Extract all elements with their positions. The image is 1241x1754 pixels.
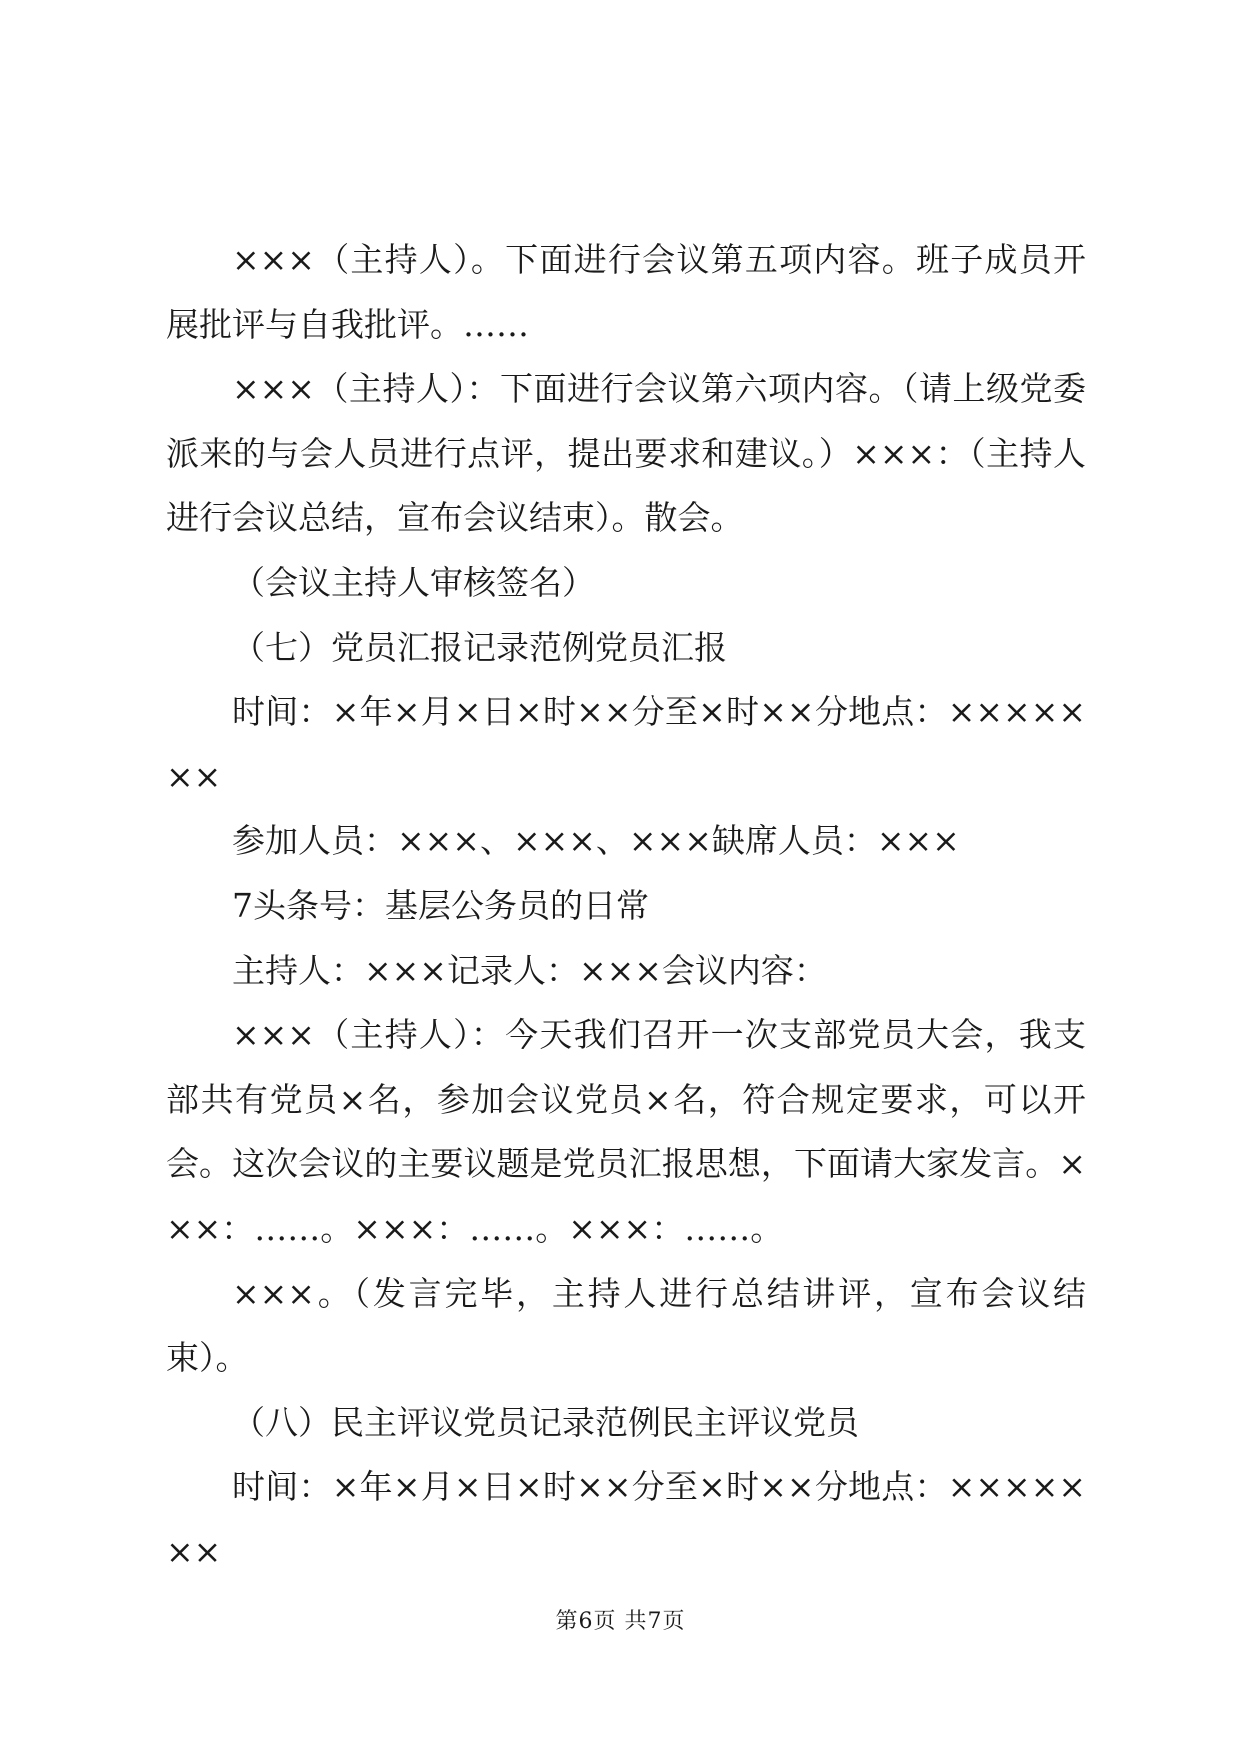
- section-heading-7: （七）党员汇报记录范例党员汇报: [232, 627, 727, 667]
- paragraph-time-location-1: 时间：×年×月×日×时××分至×时××分地点：×××××××: [166, 692, 1086, 796]
- paragraph-meeting-opening: ×××（主持人）：今天我们召开一次支部党员大会，我支部共有党员×名，参加会议党员×名，符合规定要求，可以开会。这次会议的主要议题是党员汇报思想，下面请大家发言。×××：……。×××：……。×××：……。: [166, 1015, 1086, 1248]
- section-heading-8: （八）民主评议党员记录范例民主评议党员: [232, 1402, 859, 1442]
- paragraph-attendees: 参加人员：×××、×××、×××缺席人员：×××: [232, 821, 960, 861]
- paragraph-source-note: 7头条号：基层公务员的日常: [232, 885, 649, 925]
- paragraph-host-signature: （会议主持人审核签名）: [232, 562, 595, 602]
- document-body: [166, 228, 1086, 1584]
- page-number-footer: 第6页 共7页: [555, 1609, 686, 1634]
- paragraph-host-recorder: 主持人：×××记录人：×××会议内容：: [232, 950, 827, 990]
- paragraph-item5-criticism: ×××（主持人）。下面进行会议第五项内容。班子成员开展批评与自我批评。……: [166, 240, 1086, 344]
- paragraph-meeting-close: ×××。（发言完毕，主持人进行总结讲评，宣布会议结束）。: [166, 1273, 1086, 1378]
- paragraph-time-location-2: 时间：×年×月×日×时××分至×时××分地点：×××××××: [166, 1467, 1086, 1571]
- paragraph-item6-review: ×××（主持人）：下面进行会议第六项内容。（请上级党委派来的与会人员进行点评，提出要求和建议。）×××：（主持人进行会议总结，宣布会议结束）。散会。: [166, 369, 1086, 538]
